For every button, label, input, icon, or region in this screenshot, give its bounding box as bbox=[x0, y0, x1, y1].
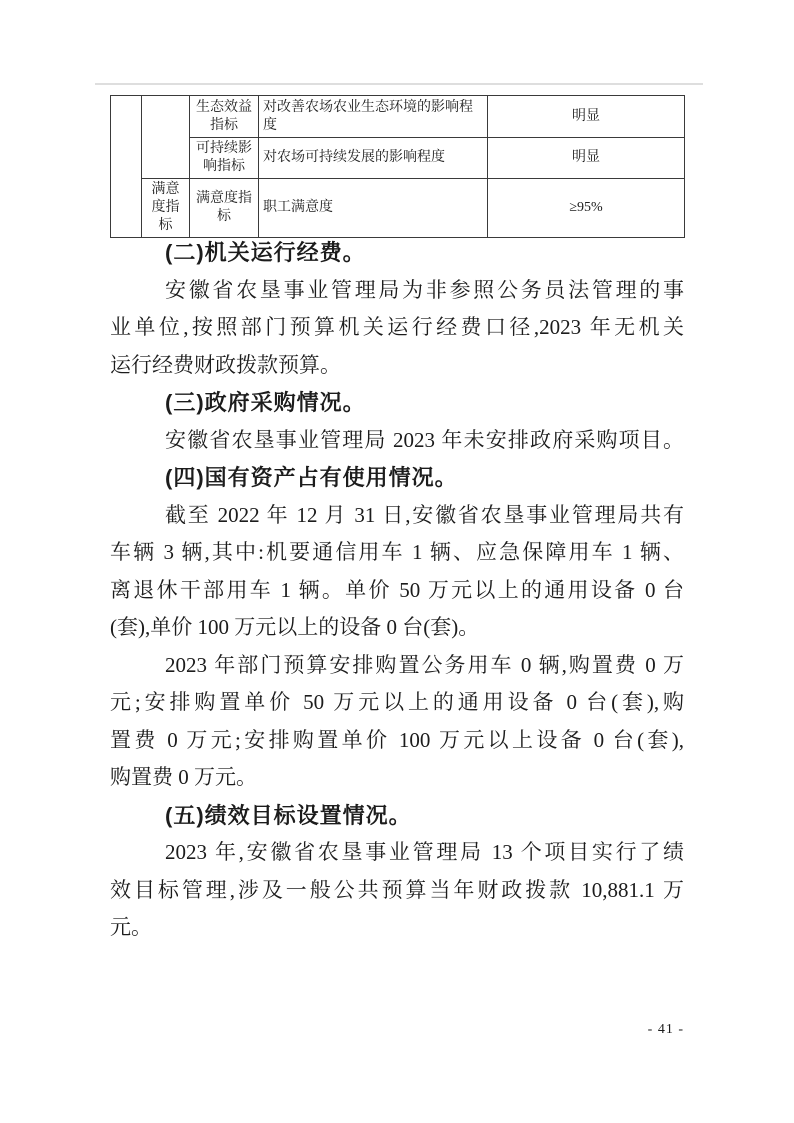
paragraph-line: 元。 bbox=[110, 915, 152, 939]
section-heading-5: (五)绩效目标设置情况。 bbox=[165, 802, 412, 828]
document-body bbox=[110, 234, 684, 947]
table-cell-category: 生态效益指标 bbox=[190, 96, 259, 138]
paragraph-line: 2023 年部门预算安排购置公务用车 0 辆,购置费 0 万 bbox=[165, 652, 684, 677]
table-cell-indicator: 对农场可持续发展的影响程度 bbox=[259, 138, 488, 179]
table-cell-value: 明显 bbox=[488, 96, 685, 138]
paragraph-line: 元;安排购置单价 50 万元以上的通用设备 0 台(套),购 bbox=[110, 690, 684, 714]
section-heading-2: (二)机关运行经费。 bbox=[165, 240, 366, 265]
table-row bbox=[111, 138, 685, 179]
table-cell-indicator: 职工满意度 bbox=[259, 179, 488, 238]
paragraph-line: 效目标管理,涉及一般公共预算当年财政拨款 10,881.1 万 bbox=[110, 877, 684, 902]
table-cell-value: ≥95% bbox=[488, 179, 685, 238]
table-cell-value: 明显 bbox=[488, 138, 685, 179]
paragraph-line: 置费 0 万元;安排购置单价 100 万元以上设备 0 台(套), bbox=[110, 727, 684, 752]
paragraph-line: 安徽省农垦事业管理局为非参照公务员法管理的事 bbox=[165, 277, 684, 302]
table-row bbox=[111, 96, 685, 138]
paragraph-line: 运行经费财政拨款预算。 bbox=[110, 352, 341, 377]
paragraph-line: (套),单价 100 万元以上的设备 0 台(套)。 bbox=[110, 615, 480, 639]
paragraph-line: 离退休干部用车 1 辆。单价 50 万元以上的通用设备 0 台 bbox=[110, 577, 684, 602]
table-cell-left-empty bbox=[111, 96, 142, 238]
table-cell-category: 可持续影响指标 bbox=[190, 138, 259, 179]
paragraph-line: 购置费 0 万元。 bbox=[110, 765, 257, 789]
table-row bbox=[111, 179, 685, 238]
section-heading-3: (三)政府采购情况。 bbox=[165, 390, 366, 415]
section-heading-4: (四)国有资产占有使用情况。 bbox=[165, 465, 458, 490]
paragraph-line: 车辆 3 辆,其中:机要通信用车 1 辆、应急保障用车 1 辆、 bbox=[110, 540, 684, 564]
table-cell-indicator: 对改善农场农业生态环境的影响程度 bbox=[259, 96, 488, 138]
table-cell-group: 满意度指标 bbox=[142, 179, 190, 238]
paragraph-line: 截至 2022 年 12 月 31 日,安徽省农垦事业管理局共有 bbox=[165, 502, 684, 527]
paragraph-line: 业单位,按照部门预算机关运行经费口径,2023 年无机关 bbox=[110, 315, 684, 339]
page-top-scan-line bbox=[95, 83, 703, 85]
paragraph-line: 安徽省农垦事业管理局 2023 年未安排政府采购项目。 bbox=[165, 427, 684, 452]
page-number: - 41 - bbox=[647, 1022, 684, 1037]
table-cell-group-empty bbox=[142, 96, 190, 179]
table-cell-category: 满意度指标 bbox=[190, 179, 259, 238]
paragraph-line: 2023 年,安徽省农垦事业管理局 13 个项目实行了绩 bbox=[165, 840, 684, 864]
performance-indicator-table bbox=[110, 95, 685, 238]
